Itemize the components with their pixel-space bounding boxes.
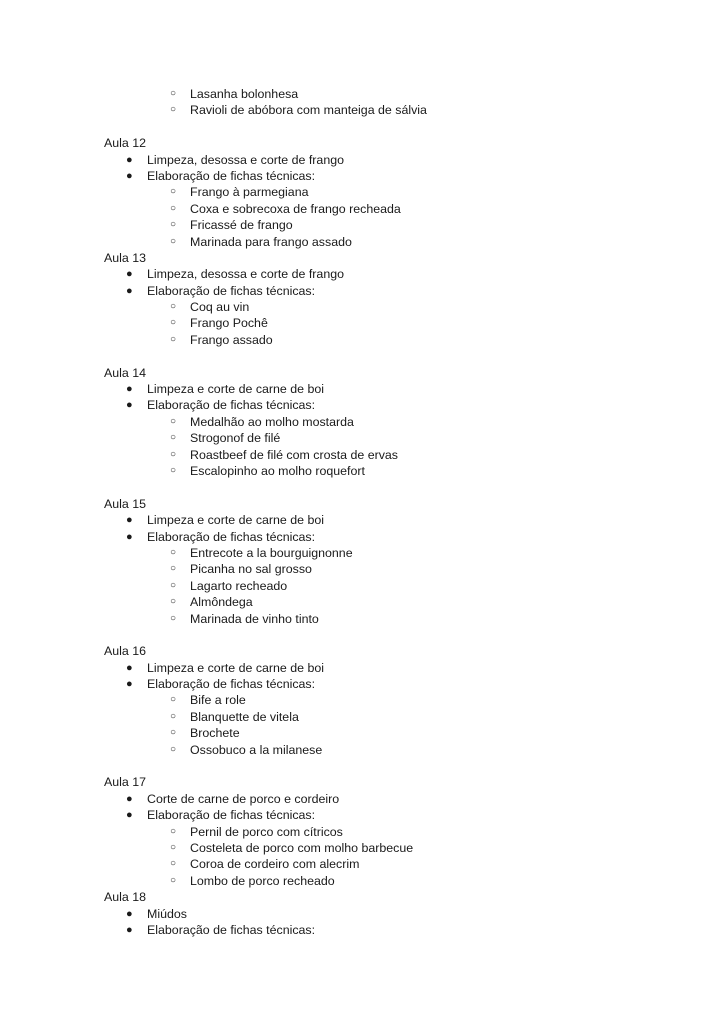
line-text: Aula 13 <box>104 250 147 265</box>
bullet-circle-icon: ○ <box>170 874 177 886</box>
bullet-disc-icon: ● <box>126 268 133 281</box>
line-text: Limpeza e corte de carne de boi <box>147 513 325 528</box>
bullet-circle-icon: ○ <box>170 333 177 345</box>
line-text: Roastbeef de filé com crosta de ervas <box>190 447 398 462</box>
sub-list-item <box>104 725 704 741</box>
line-text: Lombo de porco recheado <box>190 873 335 888</box>
sub-list-item <box>104 201 704 217</box>
sub-list-item <box>104 102 704 118</box>
bullet-circle-icon: ○ <box>170 579 177 591</box>
bullet-circle-icon: ○ <box>170 727 177 739</box>
list-item <box>104 922 704 938</box>
line-text: Frango assado <box>190 332 273 347</box>
sub-list-item <box>104 463 704 479</box>
bullet-circle-icon: ○ <box>170 694 177 706</box>
bullet-circle-icon: ○ <box>170 563 177 575</box>
bullet-circle-icon: ○ <box>170 432 177 444</box>
bullet-circle-icon: ○ <box>170 612 177 624</box>
list-item <box>104 807 704 823</box>
line-text: Limpeza e corte de carne de boi <box>147 382 325 397</box>
bullet-circle-icon: ○ <box>170 464 177 476</box>
lesson-heading <box>104 135 704 151</box>
list-item <box>104 381 704 397</box>
line-text: Bife a role <box>190 693 246 708</box>
line-text: Corte de carne de porco e cordeiro <box>147 791 340 806</box>
sub-list-item <box>104 709 704 725</box>
lesson-heading <box>104 496 704 512</box>
line-text: Frango Pochê <box>190 316 268 331</box>
line-text: Blanquette de vitela <box>190 709 299 724</box>
bullet-circle-icon: ○ <box>170 858 177 870</box>
line-text: Fricassé de frango <box>190 218 293 233</box>
line-text: Costeleta de porco com molho barbecue <box>190 840 414 855</box>
sub-list-item <box>104 414 704 430</box>
list-item <box>104 676 704 692</box>
sub-list-item <box>104 594 704 610</box>
list-item <box>104 283 704 299</box>
line-text: Lasanha bolonhesa <box>190 87 299 101</box>
blank-line <box>104 758 704 774</box>
sub-list-item <box>104 742 704 758</box>
list-item <box>104 529 704 545</box>
line-text: Almôndega <box>190 595 253 610</box>
line-text: Aula 16 <box>104 644 147 659</box>
bullet-circle-icon: ○ <box>170 743 177 755</box>
lesson-heading <box>104 365 704 381</box>
lesson-heading <box>104 643 704 659</box>
bullet-circle-icon: ○ <box>170 202 177 214</box>
line-text: Brochete <box>190 726 240 741</box>
sub-list-item <box>104 611 704 627</box>
line-text: Marinada de vinho tinto <box>190 611 319 626</box>
line-text: Elaboração de fichas técnicas: <box>147 168 316 183</box>
sub-list-item <box>104 315 704 331</box>
bullet-disc-icon: ● <box>126 923 133 936</box>
sub-list-item <box>104 856 704 872</box>
line-text: Elaboração de fichas técnicas: <box>147 808 316 823</box>
list-item <box>104 397 704 413</box>
bullet-circle-icon: ○ <box>170 596 177 608</box>
bullet-circle-icon: ○ <box>170 825 177 837</box>
line-text: Picanha no sal grosso <box>190 562 312 577</box>
line-text: Elaboração de fichas técnicas: <box>147 922 316 937</box>
line-text: Pernil de porco com cítricos <box>190 824 343 839</box>
sub-list-item <box>104 234 704 250</box>
blank-line <box>104 479 704 495</box>
line-text: Limpeza, desossa e corte de frango <box>147 152 344 167</box>
bullet-circle-icon: ○ <box>170 186 177 198</box>
line-text: Coxa e sobrecoxa de frango recheada <box>190 201 401 216</box>
line-text: Miúdos <box>147 906 187 921</box>
bullet-disc-icon: ● <box>126 284 133 297</box>
sub-list-item <box>104 545 704 561</box>
sub-list-item <box>104 824 704 840</box>
line-text: Ossobuco a la milanese <box>190 742 323 757</box>
bullet-disc-icon: ● <box>126 661 133 674</box>
sub-list-item <box>104 447 704 463</box>
list-item <box>104 906 704 922</box>
line-text: Aula 18 <box>104 890 147 905</box>
list-item <box>104 266 704 282</box>
list-item <box>104 791 704 807</box>
bullet-disc-icon: ● <box>126 399 133 412</box>
line-text: Aula 17 <box>104 775 147 790</box>
line-text: Elaboração de fichas técnicas: <box>147 529 316 544</box>
bullet-disc-icon: ● <box>126 383 133 396</box>
list-item <box>104 660 704 676</box>
bullet-circle-icon: ○ <box>170 235 177 247</box>
line-text: Coroa de cordeiro com alecrim <box>190 857 360 872</box>
line-text: Elaboração de fichas técnicas: <box>147 398 316 413</box>
bullet-disc-icon: ● <box>126 678 133 691</box>
bullet-circle-icon: ○ <box>170 104 177 116</box>
sub-list-item <box>104 217 704 233</box>
list-item <box>104 512 704 528</box>
line-text: Frango à parmegiana <box>190 185 309 200</box>
lesson-heading <box>104 250 704 266</box>
bullet-disc-icon: ● <box>126 153 133 166</box>
bullet-circle-icon: ○ <box>170 546 177 558</box>
sub-list-item <box>104 578 704 594</box>
line-text: Ravioli de abóbora com manteiga de sálvia <box>190 103 427 118</box>
line-text: Entrecote a la bourguignonne <box>190 545 353 560</box>
list-item <box>104 168 704 184</box>
sub-list-item <box>104 332 704 348</box>
line-text: Lagarto recheado <box>190 578 288 593</box>
line-text: Aula 14 <box>104 365 147 380</box>
line-text: Coq au vin <box>190 300 250 315</box>
line-text: Escalopinho ao molho roquefort <box>190 463 365 478</box>
list-item <box>104 152 704 168</box>
bullet-circle-icon: ○ <box>170 415 177 427</box>
bullet-disc-icon: ● <box>126 809 133 822</box>
line-text: Elaboração de fichas técnicas: <box>147 283 316 298</box>
bullet-circle-icon: ○ <box>170 301 177 313</box>
sub-list-item <box>104 430 704 446</box>
line-text: Limpeza, desossa e corte de frango <box>147 267 344 282</box>
sub-list-item <box>104 299 704 315</box>
blank-line <box>104 119 704 135</box>
lesson-heading <box>104 774 704 790</box>
blank-line <box>104 627 704 643</box>
bullet-disc-icon: ● <box>126 169 133 182</box>
bullet-disc-icon: ● <box>126 792 133 805</box>
line-text: Strogonof de filé <box>190 431 281 446</box>
line-text: Aula 15 <box>104 496 147 511</box>
bullet-circle-icon: ○ <box>170 219 177 231</box>
bullet-disc-icon: ● <box>126 530 133 543</box>
bullet-circle-icon: ○ <box>170 88 177 99</box>
document-page <box>104 86 704 938</box>
sub-list-item <box>104 692 704 708</box>
bullet-circle-icon: ○ <box>170 317 177 329</box>
bullet-disc-icon: ● <box>126 514 133 527</box>
line-text: Aula 12 <box>104 136 147 151</box>
sub-list-item <box>104 840 704 856</box>
blank-line <box>104 348 704 364</box>
lesson-heading <box>104 889 704 905</box>
sub-list-item <box>104 184 704 200</box>
sub-list-item <box>104 561 704 577</box>
bullet-circle-icon: ○ <box>170 448 177 460</box>
bullet-disc-icon: ● <box>126 907 133 920</box>
line-text: Limpeza e corte de carne de boi <box>147 660 325 675</box>
line-text: Elaboração de fichas técnicas: <box>147 677 316 692</box>
sub-list-item <box>104 86 704 102</box>
line-text: Marinada para frango assado <box>190 234 352 249</box>
bullet-circle-icon: ○ <box>170 710 177 722</box>
bullet-circle-icon: ○ <box>170 841 177 853</box>
line-text: Medalhão ao molho mostarda <box>190 414 354 429</box>
sub-list-item <box>104 873 704 889</box>
